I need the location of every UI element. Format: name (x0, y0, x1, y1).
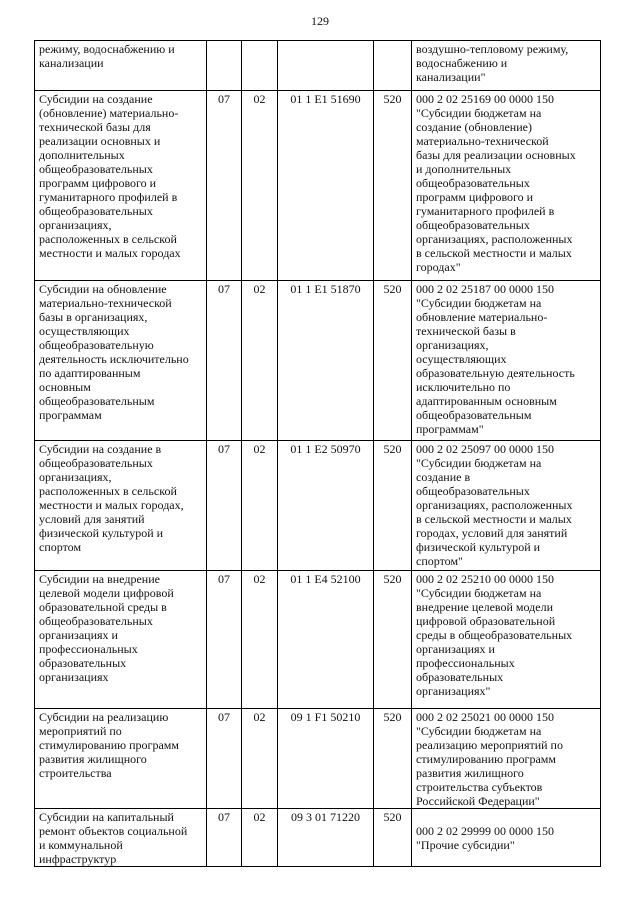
table-row (35, 91, 601, 281)
expense-type-cell: 520 (374, 91, 412, 281)
item-name-cell-line: Субсидии на внедрение (39, 572, 160, 586)
expense-type-cell (374, 41, 412, 91)
revenue-code-cell-line: общеобразовательным (416, 408, 532, 422)
item-name-cell-line: целевой модели цифровой (39, 586, 174, 600)
item-name-cell-line: стимулированию программ (39, 738, 179, 752)
target-code-cell: 01 1 E4 52100 (278, 571, 374, 709)
item-name-cell (35, 91, 207, 281)
item-name-cell-line: организациях, (39, 470, 112, 484)
revenue-code-cell-line: "Субсидии бюджетам на (416, 724, 542, 738)
item-name-cell-line: организациях, (39, 218, 112, 232)
item-name-cell-line: базы в организациях, (39, 310, 148, 324)
item-name-cell (35, 41, 207, 91)
item-name-cell-line: Субсидии на создание (39, 92, 153, 106)
revenue-code-cell (412, 809, 601, 867)
revenue-code-cell-line: внедрение целевой модели (416, 600, 554, 614)
revenue-code-cell-line: организациях" (416, 684, 491, 698)
revenue-code-cell-line: 000 2 02 25169 00 0000 150 (416, 92, 554, 106)
revenue-code-cell-line: гуманитарного профилей в (416, 204, 555, 218)
subsection-code-cell: 02 (242, 809, 278, 867)
table-row (35, 571, 601, 709)
revenue-code-cell-line: 000 2 02 25210 00 0000 150 (416, 572, 554, 586)
revenue-code-cell-line: технической базы в (416, 324, 516, 338)
expense-type-cell: 520 (374, 809, 412, 867)
revenue-code-cell-line: "Субсидии бюджетам на (416, 296, 542, 310)
subsection-code-cell (242, 41, 278, 91)
item-name-cell-line: Субсидии на создание в (39, 442, 162, 456)
item-name-cell-line: образовательных (39, 656, 127, 670)
item-name-cell-line: основным (39, 380, 91, 394)
item-name-cell-line: Субсидии на реализацию (39, 710, 169, 724)
subsection-code-cell: 02 (242, 571, 278, 709)
item-name-cell-line: общеобразовательных (39, 614, 153, 628)
item-name-cell-line: канализации (39, 56, 104, 70)
revenue-code-cell-line: программ цифрового и (416, 190, 534, 204)
expense-type-cell: 520 (374, 709, 412, 809)
revenue-code-cell-line: цифровой образовательной (416, 614, 556, 628)
item-name-cell-line: реализации основных и (39, 134, 161, 148)
revenue-code-cell-line: "Субсидии бюджетам на (416, 106, 542, 120)
revenue-code-cell-line: общеобразовательных (416, 176, 530, 190)
revenue-code-cell-line: физической культурой и (416, 540, 541, 554)
item-name-cell-line: (обновление) материально- (39, 106, 179, 120)
table-row (35, 709, 601, 809)
page-number: 129 (311, 14, 329, 28)
revenue-code-cell-line: адаптированным основным (416, 394, 557, 408)
item-name-cell-line: расположенных в сельской (39, 232, 177, 246)
revenue-code-cell-line: "Субсидии бюджетам на (416, 456, 542, 470)
item-name-cell (35, 709, 207, 809)
revenue-code-cell (412, 91, 601, 281)
subsection-code-cell: 02 (242, 709, 278, 809)
item-name-cell-line: строительства (39, 766, 112, 780)
item-name-cell-line: общеобразовательных (39, 456, 153, 470)
item-name-cell-line: условий для занятий (39, 512, 145, 526)
section-code-cell: 07 (207, 571, 242, 709)
revenue-code-cell-line: водоснабжению и (416, 56, 508, 70)
item-name-cell-line: гуманитарного профилей в (39, 190, 178, 204)
item-name-cell-line: профессиональных (39, 642, 138, 656)
table-row (35, 441, 601, 571)
item-name-cell-line: мероприятий по (39, 724, 122, 738)
revenue-code-cell-line: строительства субъектов (416, 780, 543, 794)
revenue-code-cell-line: осуществляющих (416, 352, 507, 366)
item-name-cell-line: программам (39, 408, 102, 422)
revenue-code-cell-line: базы для реализации основных (416, 148, 576, 162)
revenue-code-cell-line: профессиональных (416, 656, 515, 670)
item-name-cell-line: дополнительных (39, 148, 125, 162)
item-name-cell-line: расположенных в сельской (39, 484, 177, 498)
section-code-cell: 07 (207, 91, 242, 281)
item-name-cell-line: организациях (39, 670, 109, 684)
item-name-cell-line: образовательной среды в (39, 600, 167, 614)
item-name-cell (35, 571, 207, 709)
revenue-code-cell-line: материально-технической (416, 134, 549, 148)
revenue-code-cell-line: в сельской местности и малых (416, 512, 572, 526)
revenue-code-cell-line: создание (обновление) (416, 120, 532, 134)
item-name-cell-line: общеобразовательных (39, 162, 153, 176)
item-name-cell-line: технической базы для (39, 120, 151, 134)
revenue-code-cell-line: организациях, расположенных (416, 232, 573, 246)
revenue-code-cell-line: 000 2 02 25187 00 0000 150 (416, 282, 554, 296)
item-name-cell-line: местности и малых городах, (39, 498, 184, 512)
revenue-code-cell-line: городах, условий для занятий (416, 526, 568, 540)
revenue-code-cell-line: организациях и (416, 642, 495, 656)
item-name-cell-line: инфраструктур (39, 852, 117, 866)
item-name-cell-line: организациях и (39, 628, 118, 642)
revenue-code-cell-line: стимулированию программ (416, 752, 556, 766)
item-name-cell-line: Субсидии на обновление (39, 282, 167, 296)
item-name-cell-line: общеобразовательных (39, 204, 153, 218)
revenue-code-cell-line: общеобразовательных (416, 218, 530, 232)
section-code-cell: 07 (207, 809, 242, 867)
revenue-code-cell-line: обновление материально- (416, 310, 548, 324)
revenue-code-cell-line: городах" (416, 260, 461, 274)
section-code-cell: 07 (207, 709, 242, 809)
item-name-cell (35, 809, 207, 867)
revenue-code-cell (412, 41, 601, 91)
revenue-code-cell-line: исключительно по (416, 380, 511, 394)
table-row (35, 41, 601, 91)
expense-type-cell: 520 (374, 441, 412, 571)
revenue-code-cell-line: среды в общеобразовательных (416, 628, 573, 642)
revenue-code-cell-line: 000 2 02 29999 00 0000 150 (416, 824, 554, 838)
subsection-code-cell: 02 (242, 281, 278, 441)
target-code-cell (278, 41, 374, 91)
item-name-cell-line: спортом (39, 540, 82, 554)
revenue-code-cell-line: воздушно-тепловому режиму, (416, 42, 569, 56)
subsection-code-cell: 02 (242, 441, 278, 571)
revenue-code-cell-line: и дополнительных (416, 162, 512, 176)
item-name-cell (35, 441, 207, 571)
revenue-code-cell (412, 709, 601, 809)
item-name-cell-line: ремонт объектов социальной (39, 824, 188, 838)
revenue-code-cell-line: канализации" (416, 70, 486, 84)
section-code-cell (207, 41, 242, 91)
item-name-cell-line: местности и малых городах (39, 246, 181, 260)
item-name-cell (35, 281, 207, 441)
section-code-cell: 07 (207, 281, 242, 441)
item-name-cell-line: Субсидии на капитальный (39, 810, 174, 824)
revenue-code-cell-line: организациях, расположенных (416, 498, 573, 512)
table-row (35, 281, 601, 441)
item-name-cell-line: общеобразовательную (39, 338, 154, 352)
target-code-cell: 09 3 01 71220 (278, 809, 374, 867)
target-code-cell: 01 1 E1 51870 (278, 281, 374, 441)
item-name-cell-line: по адаптированным (39, 366, 141, 380)
item-name-cell-line: и коммунальной (39, 838, 123, 852)
subsection-code-cell: 02 (242, 91, 278, 281)
table-row (35, 809, 601, 867)
revenue-code-cell-line: 000 2 02 25097 00 0000 150 (416, 442, 554, 456)
revenue-code-cell-line: образовательную деятельность (416, 366, 575, 380)
item-name-cell-line: физической культурой и (39, 526, 164, 540)
revenue-code-cell-line: общеобразовательных (416, 484, 530, 498)
target-code-cell: 01 1 E2 50970 (278, 441, 374, 571)
revenue-code-cell-line: "Субсидии бюджетам на (416, 586, 542, 600)
target-code-cell: 09 1 F1 50210 (278, 709, 374, 809)
item-name-cell-line: осуществляющих (39, 324, 130, 338)
revenue-code-cell-line: организациях, (416, 338, 489, 352)
item-name-cell-line: программ цифрового и (39, 176, 157, 190)
revenue-code-cell-line: в сельской местности и малых (416, 246, 572, 260)
item-name-cell-line: режиму, водоснабжению и (39, 42, 175, 56)
expense-type-cell: 520 (374, 281, 412, 441)
item-name-cell-line: общеобразовательным (39, 394, 155, 408)
revenue-code-cell-line: 000 2 02 25021 00 0000 150 (416, 710, 554, 724)
item-name-cell-line: развития жилищного (39, 752, 147, 766)
target-code-cell: 01 1 E1 51690 (278, 91, 374, 281)
revenue-code-cell (412, 571, 601, 709)
budget-table (34, 40, 601, 867)
revenue-code-cell-line: реализацию мероприятий по (416, 738, 563, 752)
expense-type-cell: 520 (374, 571, 412, 709)
revenue-code-cell-line: Российской Федерации" (416, 794, 540, 808)
item-name-cell-line: деятельность исключительно (39, 352, 189, 366)
revenue-code-cell-line: программам" (416, 422, 484, 436)
revenue-code-cell-line: спортом" (416, 554, 463, 568)
revenue-code-cell-line: создание в (416, 470, 471, 484)
revenue-code-cell (412, 441, 601, 571)
revenue-code-cell-line: развития жилищного (416, 766, 524, 780)
revenue-code-cell (412, 281, 601, 441)
revenue-code-cell-line: образовательных (416, 670, 504, 684)
section-code-cell: 07 (207, 441, 242, 571)
item-name-cell-line: материально-технической (39, 296, 172, 310)
revenue-code-cell-line: "Прочие субсидии" (416, 838, 515, 852)
